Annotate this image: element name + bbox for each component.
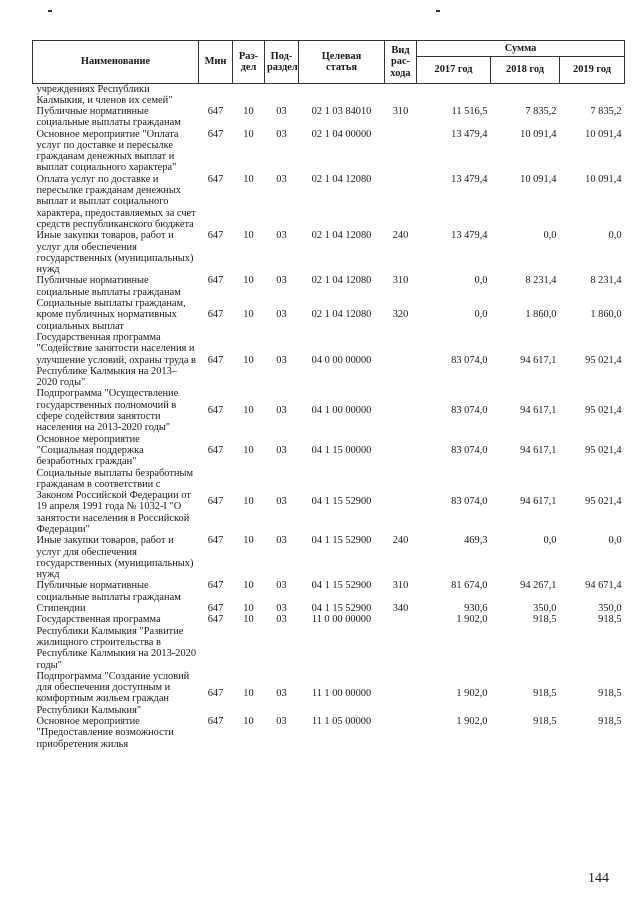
- row-2017: 0,0: [474, 309, 488, 321]
- row-podrazdel: 03: [276, 444, 287, 456]
- row-target: 11 1 00 00000: [311, 687, 372, 699]
- row-2017: 1 902,0: [456, 716, 488, 728]
- row-2017: [417, 84, 491, 107]
- row-target: 02 1 04 12080: [311, 309, 372, 321]
- row-2018: 94 617,1: [520, 405, 557, 417]
- row-razdel: 10: [243, 275, 254, 287]
- table-row: [33, 535, 625, 580]
- row-min: 647: [207, 230, 224, 242]
- row-2019: [560, 84, 625, 107]
- row-name: Публичные нормативные социальные выплаты гражданам: [36, 275, 181, 298]
- row-name: Подпрограмма "Создание условий для обеспечения доступным и комфортным жильем граждан Республики Калмыкия": [36, 670, 190, 716]
- row-2017: 83 074,0: [451, 444, 488, 456]
- row-min: 647: [207, 614, 224, 626]
- row-2019: 10 091,4: [585, 173, 622, 185]
- row-vid: 310: [392, 106, 409, 117]
- row-min: 647: [207, 106, 224, 117]
- header-sum: Сумма: [417, 41, 625, 57]
- row-2018: 0,0: [543, 230, 557, 242]
- table-row: [33, 716, 625, 750]
- row-name: Подпрограмма "Осуществление государственных полномочий в сфере содействия занятости населения на 2013-2020 годы": [36, 388, 179, 434]
- row-min: 647: [207, 275, 224, 287]
- scan-mark-right: [436, 10, 440, 12]
- row-target: 02 1 04 12080: [311, 230, 372, 242]
- row-vid: [385, 129, 417, 174]
- row-podrazdel: 03: [276, 603, 287, 615]
- table-row: [33, 332, 625, 388]
- row-target: 02 1 04 12080: [311, 275, 372, 287]
- row-name: Основное мероприятие "Социальная поддержка безработных граждан": [36, 433, 144, 468]
- row-2019: 8 231,4: [590, 275, 622, 287]
- row-2018: 918,5: [533, 716, 557, 728]
- row-2017: 13 479,4: [451, 230, 488, 242]
- row-name: Государственная программа "Содействие занятости населения и улучшение условий, охраны труда в Республике Калмыкия на 2013–2020 годы": [36, 331, 196, 389]
- row-min: 647: [207, 309, 224, 321]
- row-2018: 94 617,1: [520, 354, 557, 366]
- row-min: 647: [207, 603, 224, 615]
- row-2018: 918,5: [533, 614, 557, 626]
- row-2018: [491, 84, 560, 107]
- row-target: 04 1 00 00000: [311, 405, 372, 417]
- table-row: [33, 230, 625, 275]
- row-podrazdel: 03: [276, 230, 287, 242]
- row-2018: 0,0: [543, 535, 557, 547]
- row-name: учреждениях Республики Калмыкия, и членов их семей": [36, 84, 173, 106]
- row-razdel: 10: [243, 230, 254, 242]
- row-min: 647: [207, 444, 224, 456]
- table-row: [33, 388, 625, 433]
- row-name: Публичные нормативные социальные выплаты гражданам: [36, 580, 181, 603]
- row-razdel: 10: [243, 535, 254, 547]
- row-2017: 1 902,0: [456, 687, 488, 699]
- row-vid: [385, 332, 417, 388]
- row-2019: 95 021,4: [585, 495, 622, 507]
- row-2019: 0,0: [608, 535, 622, 547]
- row-2018: 1 860,0: [525, 309, 557, 321]
- row-2018: 94 617,1: [520, 495, 557, 507]
- row-razdel: 10: [243, 495, 254, 507]
- row-2017: 81 674,0: [451, 580, 488, 592]
- row-name: Стипендии: [36, 603, 86, 615]
- row-podrazdel: 03: [276, 614, 287, 626]
- row-2018: 94 267,1: [520, 580, 557, 592]
- page-number: 144: [588, 871, 609, 886]
- row-2019: 94 671,4: [585, 580, 622, 592]
- row-target: [299, 84, 385, 107]
- row-name: Иные закупки товаров, работ и услуг для обеспечения государственных (муниципальных) нужд: [36, 230, 194, 276]
- row-razdel: 10: [243, 603, 254, 615]
- row-min: 647: [207, 580, 224, 592]
- row-2019: 95 021,4: [585, 444, 622, 456]
- budget-table: [32, 40, 625, 750]
- row-min: 647: [207, 354, 224, 366]
- row-razdel: 10: [243, 173, 254, 185]
- row-podrazdel: 03: [276, 495, 287, 507]
- header-name: Наименование: [33, 41, 199, 84]
- row-podrazdel: 03: [276, 309, 287, 321]
- row-2019: 1 860,0: [590, 309, 622, 321]
- row-name: Социальные выплаты безработным гражданам в соответствии с Законом Российской Федерации от 19 апреля 1991 года № 1032-I "О занятости населения в Российской Федерации": [36, 467, 194, 535]
- row-vid: 320: [392, 309, 409, 321]
- row-target: 04 1 15 00000: [311, 444, 372, 456]
- row-2019: 7 835,2: [590, 106, 622, 117]
- header-2017: 2017 год: [417, 57, 491, 84]
- row-2019: 918,5: [598, 614, 622, 626]
- row-razdel: 10: [243, 444, 254, 456]
- row-name: Социальные выплаты гражданам, кроме публичных нормативных социальных выплат: [36, 298, 186, 332]
- table-row: [33, 468, 625, 536]
- row-vid: [385, 716, 417, 750]
- table-row: [33, 580, 625, 603]
- row-target: 11 0 00 00000: [311, 614, 372, 626]
- row-vid: [385, 468, 417, 536]
- row-min: 647: [207, 687, 224, 699]
- row-2018: 7 835,2: [525, 106, 557, 117]
- table-row: [33, 174, 625, 230]
- row-podrazdel: 03: [276, 128, 287, 140]
- row-min: [199, 84, 233, 107]
- row-razdel: 10: [243, 405, 254, 417]
- row-vid: [385, 388, 417, 433]
- table-row: [33, 275, 625, 298]
- header-min: Мин: [199, 41, 233, 84]
- row-podrazdel: 03: [276, 535, 287, 547]
- row-min: 647: [207, 716, 224, 728]
- row-podrazdel: 03: [276, 405, 287, 417]
- row-2018: 94 617,1: [520, 444, 557, 456]
- row-podrazdel: [265, 84, 299, 107]
- row-vid: 310: [392, 580, 409, 592]
- row-name: Иные закупки товаров, работ и услуг для обеспечения государственных (муниципальных) нужд: [36, 535, 194, 581]
- row-podrazdel: 03: [276, 580, 287, 592]
- row-razdel: 10: [243, 128, 254, 140]
- table-row: [33, 129, 625, 174]
- row-name: Основное мероприятие "Оплата услуг по доставке и пересылке гражданам денежных выплат и выплат социального характера": [36, 128, 179, 174]
- scan-mark-left: [48, 10, 52, 12]
- row-razdel: [233, 84, 265, 107]
- row-target: 11 1 05 00000: [311, 716, 372, 728]
- row-2019: 918,5: [598, 687, 622, 699]
- header-2019: 2019 год: [560, 57, 625, 84]
- table-row: [33, 671, 625, 716]
- row-2018: 350,0: [533, 603, 557, 615]
- row-2019: 10 091,4: [585, 128, 622, 140]
- row-razdel: 10: [243, 106, 254, 117]
- row-2017: 13 479,4: [451, 173, 488, 185]
- row-2019: 0,0: [608, 230, 622, 242]
- row-2017: 83 074,0: [451, 495, 488, 507]
- header-razdel: Раз- дел: [233, 41, 265, 84]
- row-name: Государственная программа Республики Калмыкия "Развитие жилищного строительства в Республике Калмыкия на 2013-2020 годы": [36, 614, 197, 671]
- row-podrazdel: 03: [276, 106, 287, 117]
- row-2017: 83 074,0: [451, 405, 488, 417]
- row-min: 647: [207, 128, 224, 140]
- row-podrazdel: 03: [276, 716, 287, 728]
- row-target: 04 1 15 52900: [311, 535, 372, 547]
- row-min: 647: [207, 405, 224, 417]
- row-2017: 11 516,5: [451, 106, 488, 117]
- header-podrazdel: Под- раздел: [265, 41, 299, 84]
- row-min: 647: [207, 495, 224, 507]
- row-razdel: 10: [243, 580, 254, 592]
- row-podrazdel: 03: [276, 275, 287, 287]
- row-2018: 10 091,4: [520, 128, 557, 140]
- row-vid: 240: [392, 535, 409, 547]
- table-row: [33, 434, 625, 468]
- table-row: [33, 298, 625, 332]
- row-razdel: 10: [243, 354, 254, 366]
- row-podrazdel: 03: [276, 173, 287, 185]
- row-target: 02 1 04 00000: [311, 128, 372, 140]
- row-vid: [385, 174, 417, 230]
- table-row: [33, 84, 625, 107]
- header-target: Целевая статья: [299, 41, 385, 84]
- row-vid: [385, 434, 417, 468]
- row-razdel: 10: [243, 716, 254, 728]
- row-2019: 95 021,4: [585, 354, 622, 366]
- row-name: Основное мероприятие "Предоставление возможности приобретения жилья: [36, 716, 174, 750]
- row-razdel: 10: [243, 614, 254, 626]
- row-target: 02 1 04 12080: [311, 173, 372, 185]
- row-name: Оплата услуг по доставке и пересылке гражданам денежных выплат и выплат социального характера, предоставляемых за счет средств республиканского бюджета: [36, 173, 196, 230]
- row-target: 04 1 15 52900: [311, 603, 372, 615]
- row-2018: 8 231,4: [525, 275, 557, 287]
- row-razdel: 10: [243, 687, 254, 699]
- row-target: 04 1 15 52900: [311, 580, 372, 592]
- header-vid: Вид рас- хода: [385, 41, 417, 84]
- row-vid: 310: [392, 275, 409, 287]
- row-podrazdel: 03: [276, 354, 287, 366]
- row-2017: 930,6: [464, 603, 488, 615]
- row-vid: [385, 84, 417, 107]
- row-podrazdel: 03: [276, 687, 287, 699]
- row-name: Публичные нормативные социальные выплаты гражданам: [36, 106, 181, 129]
- row-razdel: 10: [243, 309, 254, 321]
- table-row: [33, 106, 625, 129]
- row-vid: 240: [392, 230, 409, 242]
- row-2017: 13 479,4: [451, 128, 488, 140]
- row-vid: [385, 614, 417, 670]
- row-2017: 469,3: [464, 535, 488, 547]
- header-2018: 2018 год: [491, 57, 560, 84]
- row-target: 04 0 00 00000: [311, 354, 372, 366]
- row-min: 647: [207, 535, 224, 547]
- row-vid: 340: [392, 603, 409, 615]
- row-min: 647: [207, 173, 224, 185]
- row-2019: 95 021,4: [585, 405, 622, 417]
- row-2017: 0,0: [474, 275, 488, 287]
- row-2017: 83 074,0: [451, 354, 488, 366]
- row-2018: 918,5: [533, 687, 557, 699]
- table-row: [33, 603, 625, 614]
- row-2017: 1 902,0: [456, 614, 488, 626]
- row-2019: 918,5: [598, 716, 622, 728]
- table-row: [33, 614, 625, 670]
- row-2018: 10 091,4: [520, 173, 557, 185]
- row-vid: [385, 671, 417, 716]
- row-target: 02 1 03 84010: [311, 106, 372, 117]
- row-target: 04 1 15 52900: [311, 495, 372, 507]
- row-2019: 350,0: [598, 603, 622, 615]
